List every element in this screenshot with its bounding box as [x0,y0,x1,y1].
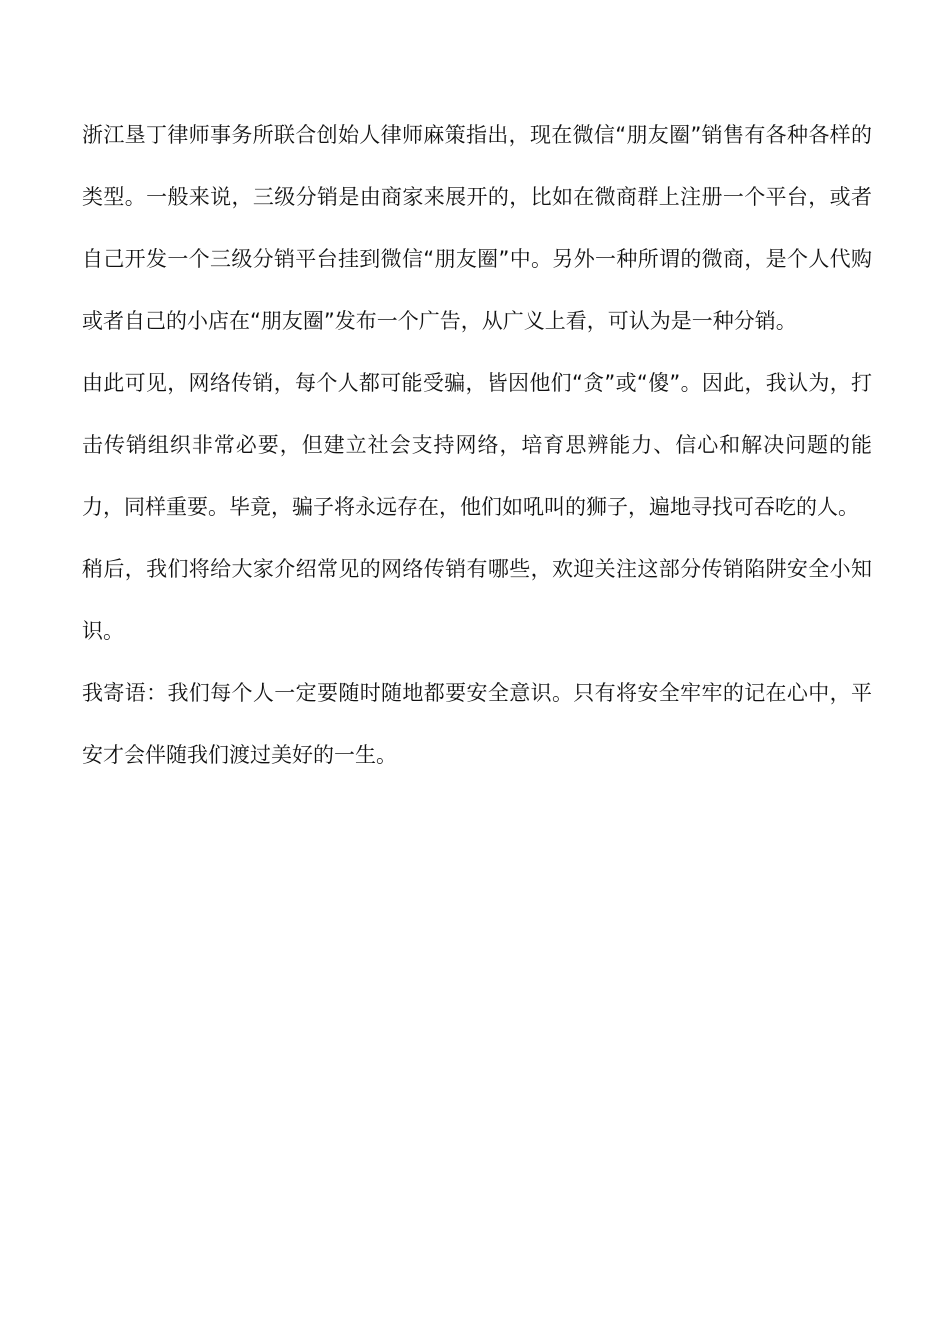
paragraph-1: 浙江垦丁律师事务所联合创始人律师麻策指出，现在微信“朋友圈”销售有各种各样的类型。一般来说，三级分销是由商家来展开的，比如在微商群上注册一个平台，或者自己开发一个三级分销平台挂到微信“朋友圈”中。另外一种所谓的微商，是个人代购或者自己的小店在“朋友圈”发布一个广告，从广义上看，可认为是一种分销。 [82,123,872,333]
paragraph-4: 我寄语：我们每个人一定要随时随地都要安全意识。只有将安全牢牢的记在心中，平安才会伴随我们渡过美好的一生。 [82,681,872,767]
document-body [82,104,872,786]
paragraph-3: 稍后，我们将给大家介绍常见的网络传销有哪些，欢迎关注这部分传销陷阱安全小知识。 [82,557,872,643]
paragraph-2: 由此可见，网络传销，每个人都可能受骗，皆因他们“贪”或“傻”。因此，我认为，打击传销组织非常必要，但建立社会支持网络，培育思辨能力、信心和解决问题的能力，同样重要。毕竟，骗子将永远存在，他们如吼叫的狮子，遍地寻找可吞吃的人。 [82,371,872,519]
